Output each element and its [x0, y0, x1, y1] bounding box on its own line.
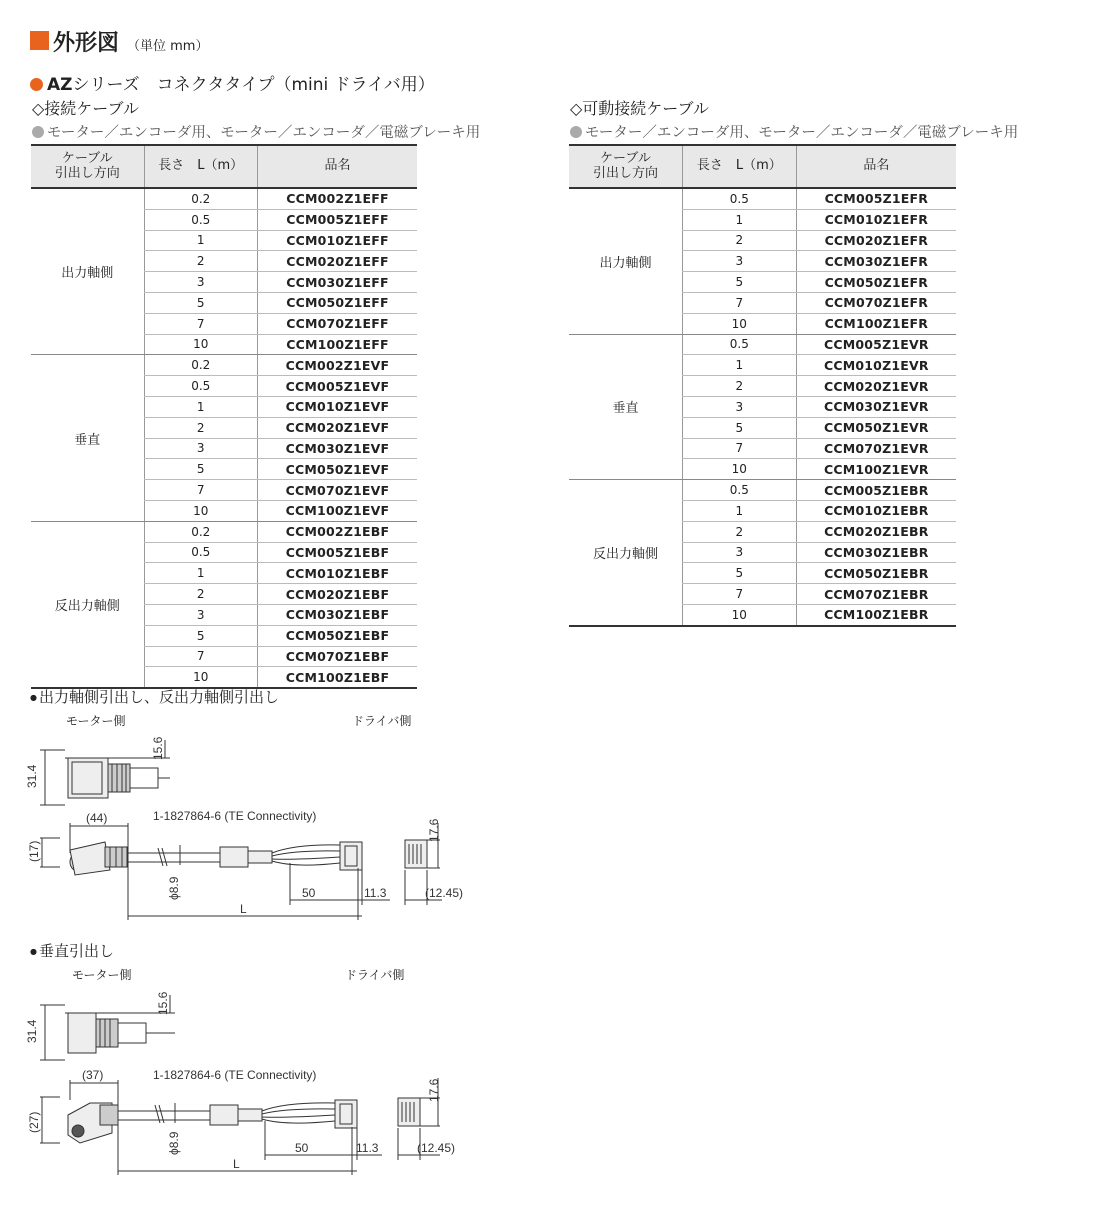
drawing1-motor-side: モーター側 [66, 714, 126, 728]
length-cell: 1 [144, 563, 257, 584]
part-number-cell: CCM020Z1EBF [257, 584, 417, 605]
length-cell: 7 [144, 646, 257, 667]
length-cell: 1 [144, 396, 257, 417]
part-number-cell: CCM070Z1EVR [796, 438, 956, 459]
length-cell: 2 [144, 417, 257, 438]
length-cell: 5 [144, 292, 257, 313]
left-cable-table [31, 144, 417, 689]
page-title: 外形図 [53, 31, 120, 56]
series-name: AZ [47, 75, 73, 95]
length-cell: 1 [682, 355, 796, 376]
length-cell: 7 [682, 584, 796, 605]
series-desc: シリーズ コネクタタイプ（mini ドライバ用） [72, 75, 435, 95]
table-row [569, 334, 956, 355]
part-number-cell: CCM010Z1EVF [257, 396, 417, 417]
dim-12-45: (12.45) [417, 1141, 456, 1155]
length-cell: 5 [682, 563, 796, 584]
drawing2-motor-side: モーター側 [72, 968, 132, 982]
drawing2-svg [20, 985, 480, 1180]
part-number-cell: CCM070Z1EVF [257, 480, 417, 501]
length-cell: 2 [682, 230, 796, 251]
part-number-cell: CCM070Z1EFR [796, 292, 956, 313]
part-number-cell: CCM030Z1EFF [257, 272, 417, 293]
direction-cell: 反出力軸側 [31, 521, 144, 688]
length-cell: 7 [144, 480, 257, 501]
part-number-cell: CCM050Z1EFR [796, 272, 956, 293]
part-number-cell: CCM100Z1EFF [257, 334, 417, 355]
table-row [569, 188, 956, 209]
length-cell: 0.2 [144, 188, 257, 209]
part-number-cell: CCM100Z1EBF [257, 667, 417, 688]
left-table-heading: ◇接続ケーブル [32, 99, 139, 118]
part-number-cell: CCM020Z1EVF [257, 417, 417, 438]
series-heading [30, 70, 435, 95]
length-cell: 0.5 [144, 209, 257, 230]
length-cell: 7 [682, 438, 796, 459]
length-cell: 10 [144, 667, 257, 688]
part-number-cell: CCM010Z1EBF [257, 563, 417, 584]
col-header-direction: ケーブル 引出し方向 [569, 145, 682, 188]
part-number-cell: CCM030Z1EVF [257, 438, 417, 459]
motor-connector-top-view [40, 995, 175, 1060]
part-number-cell: CCM050Z1EVR [796, 417, 956, 438]
direction-cell: 出力軸側 [569, 188, 682, 334]
part-number-cell: CCM002Z1EVF [257, 355, 417, 376]
col-header-length: 長さ L（m） [144, 145, 257, 188]
part-number-cell: CCM010Z1EFF [257, 230, 417, 251]
drawing1-driver-side: ドライバ側 [352, 714, 412, 728]
connector-label: 1-1827864-6 (TE Connectivity) [153, 809, 317, 823]
right-cable-table [569, 144, 956, 627]
part-number-cell: CCM100Z1EVR [796, 459, 956, 480]
length-cell: 3 [682, 542, 796, 563]
table-row [31, 355, 417, 376]
length-cell: 10 [144, 500, 257, 521]
unit-label: （単位 mm） [127, 39, 209, 54]
dim-diameter: ϕ8.9 [167, 876, 181, 900]
dim-shaft: 15.6 [151, 736, 165, 760]
length-cell: 2 [682, 521, 796, 542]
part-number-cell: CCM010Z1EVR [796, 355, 956, 376]
length-cell: 10 [682, 459, 796, 480]
length-cell: 7 [144, 313, 257, 334]
part-number-cell: CCM100Z1EBR [796, 604, 956, 625]
table-row [569, 480, 956, 501]
dim-17-6: 17.6 [427, 818, 441, 842]
direction-cell: 垂直 [31, 355, 144, 521]
part-number-cell: CCM030Z1EFR [796, 251, 956, 272]
length-cell: 2 [144, 251, 257, 272]
dim-11-3: 11.3 [356, 1141, 379, 1155]
length-cell: 0.5 [144, 376, 257, 397]
part-number-cell: CCM030Z1EBF [257, 604, 417, 625]
dim-diameter: ϕ8.9 [167, 1131, 181, 1155]
length-cell: 2 [144, 584, 257, 605]
length-cell: 5 [144, 459, 257, 480]
length-cell: 2 [682, 376, 796, 397]
drawing1-caption: ● 出力軸側引出し、反出力軸側引出し [30, 686, 279, 707]
part-number-cell: CCM030Z1EVR [796, 396, 956, 417]
dim-height: 31.4 [25, 1019, 39, 1043]
dim-11-3: 11.3 [364, 886, 387, 900]
dim-height: 31.4 [25, 764, 39, 788]
length-cell: 3 [144, 438, 257, 459]
part-number-cell: CCM070Z1EBF [257, 646, 417, 667]
table-row [31, 521, 417, 542]
dim-offset: (44) [86, 811, 108, 825]
right-table-heading: ◇可動接続ケーブル [570, 99, 709, 118]
part-number-cell: CCM005Z1EFR [796, 188, 956, 209]
dim-50: 50 [302, 886, 316, 900]
left-table-note [32, 121, 480, 142]
dim-offset: (37) [82, 1068, 104, 1082]
length-cell: 1 [144, 230, 257, 251]
length-cell: 3 [682, 251, 796, 272]
part-number-cell: CCM070Z1EBR [796, 584, 956, 605]
drawing2-driver-side: ドライバ側 [345, 968, 405, 982]
dim-shaft: 15.6 [156, 991, 170, 1015]
part-number-cell: CCM050Z1EBR [796, 563, 956, 584]
length-cell: 5 [144, 625, 257, 646]
col-header-direction: ケーブル 引出し方向 [31, 145, 144, 188]
right-table-note [570, 121, 1018, 142]
connector-label: 1-1827864-6 (TE Connectivity) [153, 1068, 317, 1082]
length-cell: 3 [682, 396, 796, 417]
dim-side: (27) [27, 1111, 41, 1133]
bullet-icon [30, 78, 43, 91]
length-cell: 0.2 [144, 355, 257, 376]
length-cell: 0.2 [144, 521, 257, 542]
part-number-cell: CCM002Z1EBF [257, 521, 417, 542]
length-cell: 10 [682, 604, 796, 625]
length-cell: 3 [144, 604, 257, 625]
part-number-cell: CCM005Z1EBF [257, 542, 417, 563]
part-number-cell: CCM050Z1EBF [257, 625, 417, 646]
dim-side: (17) [27, 840, 41, 862]
part-number-cell: CCM005Z1EFF [257, 209, 417, 230]
part-number-cell: CCM070Z1EFF [257, 313, 417, 334]
length-cell: 0.5 [682, 480, 796, 501]
length-cell: 5 [682, 272, 796, 293]
part-number-cell: CCM005Z1EVR [796, 334, 956, 355]
direction-cell: 反出力軸側 [569, 480, 682, 626]
drawing2-caption: ● 垂直引出し [30, 940, 114, 961]
part-number-cell: CCM005Z1EBR [796, 480, 956, 501]
length-cell: 1 [682, 209, 796, 230]
direction-cell: 垂直 [569, 334, 682, 480]
length-cell: 0.5 [682, 334, 796, 355]
length-cell: 5 [682, 417, 796, 438]
note-dot-icon [570, 126, 582, 138]
part-number-cell: CCM100Z1EVF [257, 500, 417, 521]
table-row [31, 188, 417, 209]
cable-side-view [40, 1078, 440, 1175]
part-number-cell: CCM020Z1EFR [796, 230, 956, 251]
drawing1-svg [20, 730, 480, 925]
col-header-length: 長さ L（m） [682, 145, 796, 188]
right-note-text: モーター／エンコーダ用、モーター／エンコーダ／電磁ブレーキ用 [585, 125, 1019, 141]
col-header-part: 品名 [796, 145, 956, 188]
length-cell: 0.5 [682, 188, 796, 209]
part-number-cell: CCM100Z1EFR [796, 313, 956, 334]
part-number-cell: CCM020Z1EFF [257, 251, 417, 272]
dim-50: 50 [295, 1141, 309, 1155]
length-cell: 0.5 [144, 542, 257, 563]
part-number-cell: CCM005Z1EVF [257, 376, 417, 397]
left-note-text: モーター／エンコーダ用、モーター／エンコーダ／電磁ブレーキ用 [47, 125, 481, 141]
note-dot-icon [32, 126, 44, 138]
length-cell: 1 [682, 500, 796, 521]
part-number-cell: CCM010Z1EBR [796, 500, 956, 521]
dim-L: L [233, 1157, 240, 1171]
part-number-cell: CCM050Z1EVF [257, 459, 417, 480]
title-marker [30, 31, 49, 50]
dim-12-45: (12.45) [425, 886, 464, 900]
part-number-cell: CCM030Z1EBR [796, 542, 956, 563]
dim-17-6: 17.6 [427, 1078, 441, 1102]
length-cell: 3 [144, 272, 257, 293]
length-cell: 10 [144, 334, 257, 355]
dim-L: L [240, 902, 247, 916]
col-header-part: 品名 [257, 145, 417, 188]
part-number-cell: CCM050Z1EFF [257, 292, 417, 313]
part-number-cell: CCM020Z1EBR [796, 521, 956, 542]
length-cell: 7 [682, 292, 796, 313]
part-number-cell: CCM020Z1EVR [796, 376, 956, 397]
length-cell: 10 [682, 313, 796, 334]
part-number-cell: CCM002Z1EFF [257, 188, 417, 209]
direction-cell: 出力軸側 [31, 188, 144, 355]
part-number-cell: CCM010Z1EFR [796, 209, 956, 230]
